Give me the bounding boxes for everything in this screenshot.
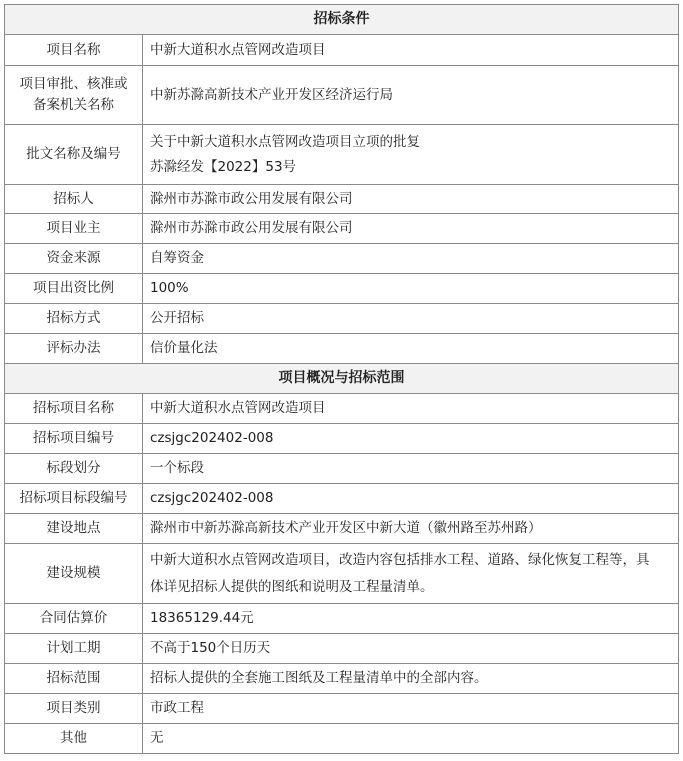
- field-value: 滁州市中新苏滁高新技术产业开发区中新大道（徽州路至苏州路）: [143, 514, 679, 544]
- table-row: [5, 484, 679, 514]
- field-value: 中新苏滁高新技术产业开发区经济运行局: [143, 66, 679, 125]
- table-row: [5, 694, 679, 724]
- table-row: [5, 334, 679, 364]
- table-row: [5, 185, 679, 214]
- field-value: [143, 125, 679, 185]
- field-label: 建设规模: [5, 544, 143, 604]
- table-row: [5, 214, 679, 244]
- field-value-line: 中新大道积水点管网改造项目，改造内容包括排水工程、道路、绿化恢复工程等，具: [150, 551, 650, 568]
- field-label-line: 项目审批、核准或: [19, 76, 128, 92]
- field-value-line: 体详见招标人提供的图纸和说明及工程量清单。: [150, 578, 434, 595]
- field-label: 项目名称: [5, 35, 143, 66]
- field-value: 市政工程: [143, 694, 679, 724]
- table-row: [5, 244, 679, 274]
- table-row: [5, 544, 679, 604]
- section-title: 项目概况与招标范围: [5, 364, 679, 394]
- table-row: [5, 454, 679, 484]
- field-value-line: 关于中新大道积水点管网改造项目立项的批复: [150, 133, 420, 150]
- field-label: 项目类别: [5, 694, 143, 724]
- field-label: [5, 66, 143, 125]
- field-value: 中新大道积水点管网改造项目: [143, 394, 679, 424]
- field-label: 批文名称及编号: [5, 125, 143, 185]
- table-row: [5, 664, 679, 694]
- field-value: 不高于150个日历天: [143, 634, 679, 664]
- field-label: 招标项目编号: [5, 424, 143, 454]
- field-value: 无: [143, 724, 679, 754]
- field-value-line: 苏滁经发【2022】53号: [150, 158, 297, 175]
- field-label: 招标项目标段编号: [5, 484, 143, 514]
- table-row: [5, 634, 679, 664]
- table-row: [5, 274, 679, 304]
- table-row: [5, 304, 679, 334]
- field-value: czsjgc202402-008: [143, 424, 679, 454]
- field-value: 信价量化法: [143, 334, 679, 364]
- field-value: 滁州市苏滁市政公用发展有限公司: [143, 185, 679, 214]
- section-header-project-overview: [5, 364, 679, 394]
- field-value: czsjgc202402-008: [143, 484, 679, 514]
- field-value: 中新大道积水点管网改造项目: [143, 35, 679, 66]
- table-row: [5, 424, 679, 454]
- table-row: [5, 514, 679, 544]
- field-value: 招标人提供的全套施工图纸及工程量清单中的全部内容。: [143, 664, 679, 694]
- field-value: 公开招标: [143, 304, 679, 334]
- field-value: 一个标段: [143, 454, 679, 484]
- field-value: 自筹资金: [143, 244, 679, 274]
- field-label: 项目业主: [5, 214, 143, 244]
- table-row: [5, 604, 679, 634]
- field-value: 18365129.44元: [143, 604, 679, 634]
- field-value: 滁州市苏滁市政公用发展有限公司: [143, 214, 679, 244]
- field-label: 评标办法: [5, 334, 143, 364]
- field-value: [143, 544, 679, 604]
- table-row: [5, 394, 679, 424]
- field-label: 合同估算价: [5, 604, 143, 634]
- table-row: [5, 125, 679, 185]
- section-header-tender-conditions: [5, 5, 679, 35]
- field-label-line: 备案机关名称: [33, 97, 114, 113]
- field-label: 计划工期: [5, 634, 143, 664]
- field-label: 建设地点: [5, 514, 143, 544]
- tender-info-table: [4, 4, 679, 754]
- field-value: 100%: [143, 274, 679, 304]
- field-label: 招标项目名称: [5, 394, 143, 424]
- table-row: [5, 66, 679, 125]
- field-label: 资金来源: [5, 244, 143, 274]
- field-label: 标段划分: [5, 454, 143, 484]
- section-title: 招标条件: [5, 5, 679, 35]
- table-row: [5, 35, 679, 66]
- field-label: 招标人: [5, 185, 143, 214]
- field-label: 招标范围: [5, 664, 143, 694]
- field-label: 项目出资比例: [5, 274, 143, 304]
- field-label: 其他: [5, 724, 143, 754]
- field-label: 招标方式: [5, 304, 143, 334]
- table-row: [5, 724, 679, 754]
